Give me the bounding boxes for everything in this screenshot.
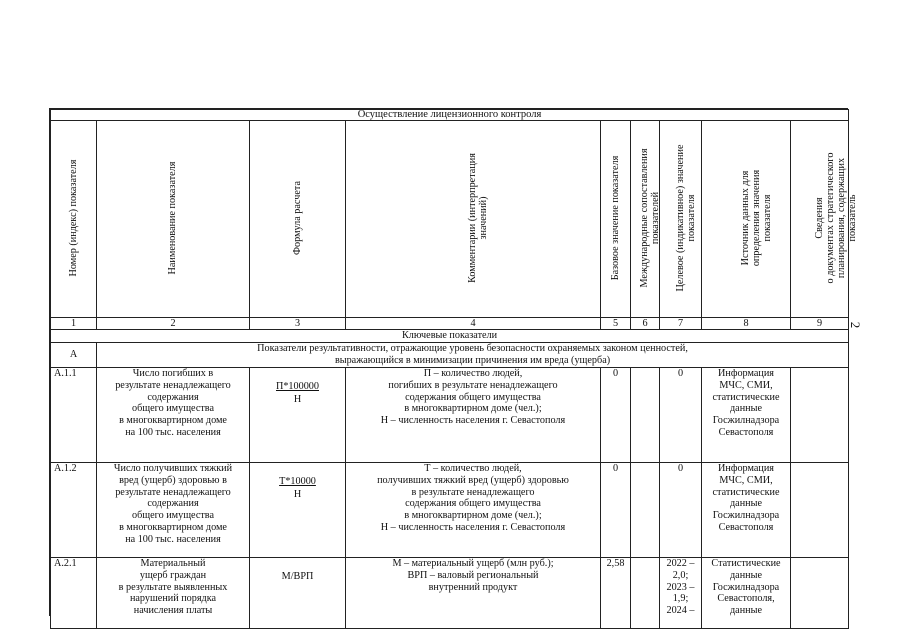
indicator-base-value: 0 bbox=[601, 368, 631, 463]
section-title: Осуществление лицензионного контроля bbox=[51, 110, 849, 121]
header-intl-label: Международные сопоставления показателей bbox=[639, 148, 661, 288]
header-cell-target bbox=[660, 121, 702, 318]
column-number: 2 bbox=[97, 318, 250, 330]
indicator-name: Число погибших в результате ненадлежащего содержания общего имущества в многоквартирном доме на 100 тыс. населения bbox=[97, 368, 250, 463]
indicator-name: Число получивших тяжкий вред (ущерб) здоровью в результате ненадлежащего содержания общего имущества в многоквартирном доме на 100 тыс. населения bbox=[97, 463, 250, 558]
indicator-code: А.2.1 bbox=[51, 558, 97, 629]
formula-numerator: П*100000 bbox=[275, 381, 319, 392]
table-row bbox=[51, 368, 849, 463]
header-cell-formula bbox=[250, 121, 346, 318]
indicator-source: Информация МЧС, СМИ, статистические данные Госжилнадзора Севастополя bbox=[702, 368, 791, 463]
indicator-source: Информация МЧС, СМИ, статистические данные Госжилнадзора Севастополя bbox=[702, 463, 791, 558]
indicator-target-value: 0 bbox=[660, 463, 702, 558]
header-source-label: Источник данных для определения значения показателя bbox=[740, 169, 773, 267]
header-comment-label: Комментарии (интерпретация значений) bbox=[467, 153, 489, 283]
indicator-docs bbox=[791, 558, 849, 629]
header-cell-docs bbox=[791, 121, 858, 318]
indicator-source: Статистические данные Госжилнадзора Севастополя, данные bbox=[702, 558, 791, 629]
indicator-intl bbox=[631, 368, 660, 463]
indicators-table bbox=[50, 109, 858, 629]
indicator-name: Материальный ущерб граждан в результате выявленных нарушений порядка начисления платы bbox=[97, 558, 250, 629]
column-number: 6 bbox=[631, 318, 660, 330]
column-number: 4 bbox=[346, 318, 601, 330]
page-number: 2 bbox=[848, 321, 863, 329]
indicator-target-value: 2022 – 2,0; 2023 – 1,9; 2024 – bbox=[660, 558, 702, 629]
table-row bbox=[51, 463, 849, 558]
indicator-code: А.1.2 bbox=[51, 463, 97, 558]
header-cell-comment bbox=[346, 121, 601, 318]
indicator-formula bbox=[250, 558, 346, 629]
header-cell-name bbox=[97, 121, 250, 318]
column-number: 1 bbox=[51, 318, 97, 330]
header-row bbox=[51, 121, 849, 318]
indicator-formula bbox=[250, 463, 346, 558]
formula-text: М/ВРП bbox=[281, 571, 314, 582]
key-indicators-title: Ключевые показатели bbox=[51, 330, 849, 343]
header-cell-index bbox=[51, 121, 97, 318]
indicator-docs bbox=[791, 463, 849, 558]
indicator-comment: Т – количество людей, получивших тяжкий вред (ущерб) здоровью в результате ненадлежащего содержания общего имущества в многоквартирном доме (чел.); Н – численность населения г. Севастополя bbox=[346, 463, 601, 558]
indicator-base-value: 0 bbox=[601, 463, 631, 558]
indicator-docs bbox=[791, 368, 849, 463]
indicator-code: А.1.1 bbox=[51, 368, 97, 463]
header-cell-intl bbox=[631, 121, 660, 318]
header-formula-label: Формула расчета bbox=[291, 181, 303, 256]
indicator-intl bbox=[631, 463, 660, 558]
header-target-label: Целевое (индикативное) значение показателя bbox=[674, 144, 697, 292]
table-row bbox=[51, 558, 849, 629]
formula-denominator: Н bbox=[293, 394, 302, 405]
column-number: 9 bbox=[791, 318, 849, 330]
indicator-comment: П – количество людей, погибших в результате ненадлежащего содержания общего имущества в многоквартирном доме (чел.); Н – численность населения г. Севастополя bbox=[346, 368, 601, 463]
indicator-formula bbox=[250, 368, 346, 463]
indicator-base-value: 2,58 bbox=[601, 558, 631, 629]
header-docs-label: Сведения о документах стратегического планирования, содержащих показатель bbox=[813, 152, 858, 284]
indicator-target-value: 0 bbox=[660, 368, 702, 463]
indicator-intl bbox=[631, 558, 660, 629]
header-cell-source bbox=[702, 121, 791, 318]
column-number: 8 bbox=[702, 318, 791, 330]
header-base-label: Базовое значение показателя bbox=[609, 155, 621, 281]
header-name-label: Наименование показателя bbox=[167, 161, 178, 275]
column-number-row bbox=[51, 318, 849, 330]
group-description: Показатели результативности, отражающие уровень безопасности охраняемых законом ценностей, выражающийся в минимизации причинения им вреда (ущерба) bbox=[97, 343, 849, 368]
column-number: 7 bbox=[660, 318, 702, 330]
formula-denominator: Н bbox=[293, 489, 302, 500]
column-number: 5 bbox=[601, 318, 631, 330]
header-index-label: Номер (индекс) показателя bbox=[67, 159, 79, 277]
group-code: А bbox=[51, 343, 97, 368]
formula-numerator: Т*10000 bbox=[279, 476, 316, 487]
indicator-comment: М – материальный ущерб (млн руб.); ВРП – валовый региональный внутренний продукт bbox=[346, 558, 601, 629]
indicators-table-sheet bbox=[49, 108, 858, 617]
group-row bbox=[51, 343, 849, 368]
header-cell-base bbox=[601, 121, 631, 318]
column-number: 3 bbox=[250, 318, 346, 330]
